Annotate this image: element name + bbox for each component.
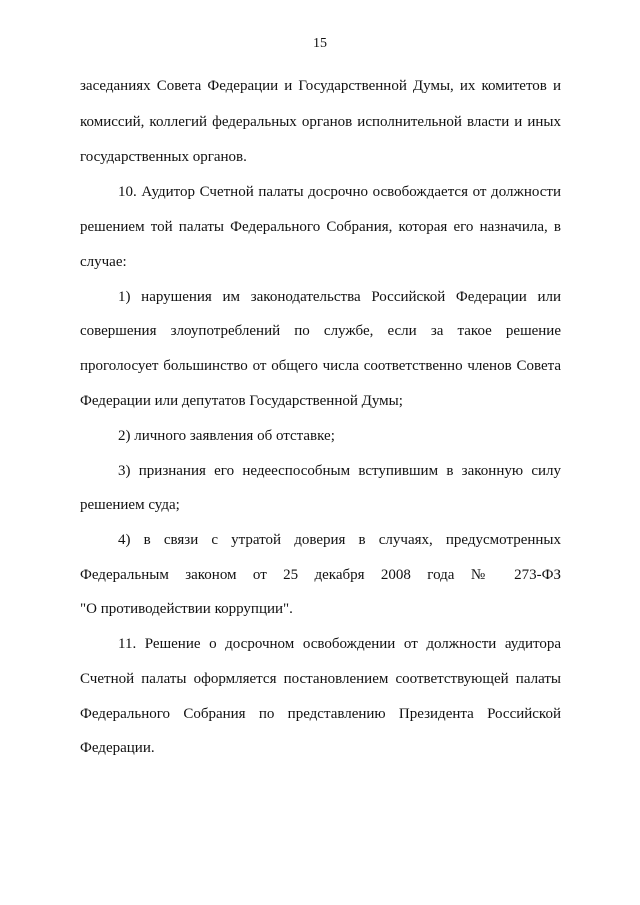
paragraph-11-first-line: 11. Решение о досрочном освобождении от должности аудитора xyxy=(118,636,561,652)
paragraph-10-first-line: 10. Аудитор Счетной палаты досрочно освобождается от должности xyxy=(118,184,561,200)
page-number: 15 xyxy=(313,36,327,51)
text-line: Федерации. xyxy=(80,740,155,756)
text-line: Федерального Собрания по представлению Президента Российской xyxy=(80,706,561,722)
text-line: комиссий, коллегий федеральных органов исполнительной власти и иных xyxy=(80,114,561,130)
text-line: заседаниях Совета Федерации и Государственной Думы, их комитетов и xyxy=(80,78,561,94)
text-line: Федеральным законом от 25 декабря 2008 года № 273-ФЗ xyxy=(80,567,561,583)
text-line: государственных органов. xyxy=(80,149,247,165)
text-line: случае: xyxy=(80,254,127,270)
item-2-line: 2) личного заявления об отставке; xyxy=(118,428,335,444)
text-line: проголосует большинство от общего числа соответственно членов Совета xyxy=(80,358,561,374)
text-line: совершения злоупотреблений по службе, если за такое решение xyxy=(80,323,561,339)
text-line: Федерации или депутатов Государственной Думы; xyxy=(80,393,403,409)
item-3-first-line: 3) признания его недееспособным вступившим в законную силу xyxy=(118,463,561,479)
item-4-first-line: 4) в связи с утратой доверия в случаях, предусмотренных xyxy=(118,532,561,548)
text-line: "О противодействии коррупции". xyxy=(80,601,293,617)
item-1-first-line: 1) нарушения им законодательства Российской Федерации или xyxy=(118,289,561,305)
text-line: решением суда; xyxy=(80,497,180,513)
text-line: Счетной палаты оформляется постановлением соответствующей палаты xyxy=(80,671,561,687)
text-line: решением той палаты Федерального Собрания, которая его назначила, в xyxy=(80,219,561,235)
